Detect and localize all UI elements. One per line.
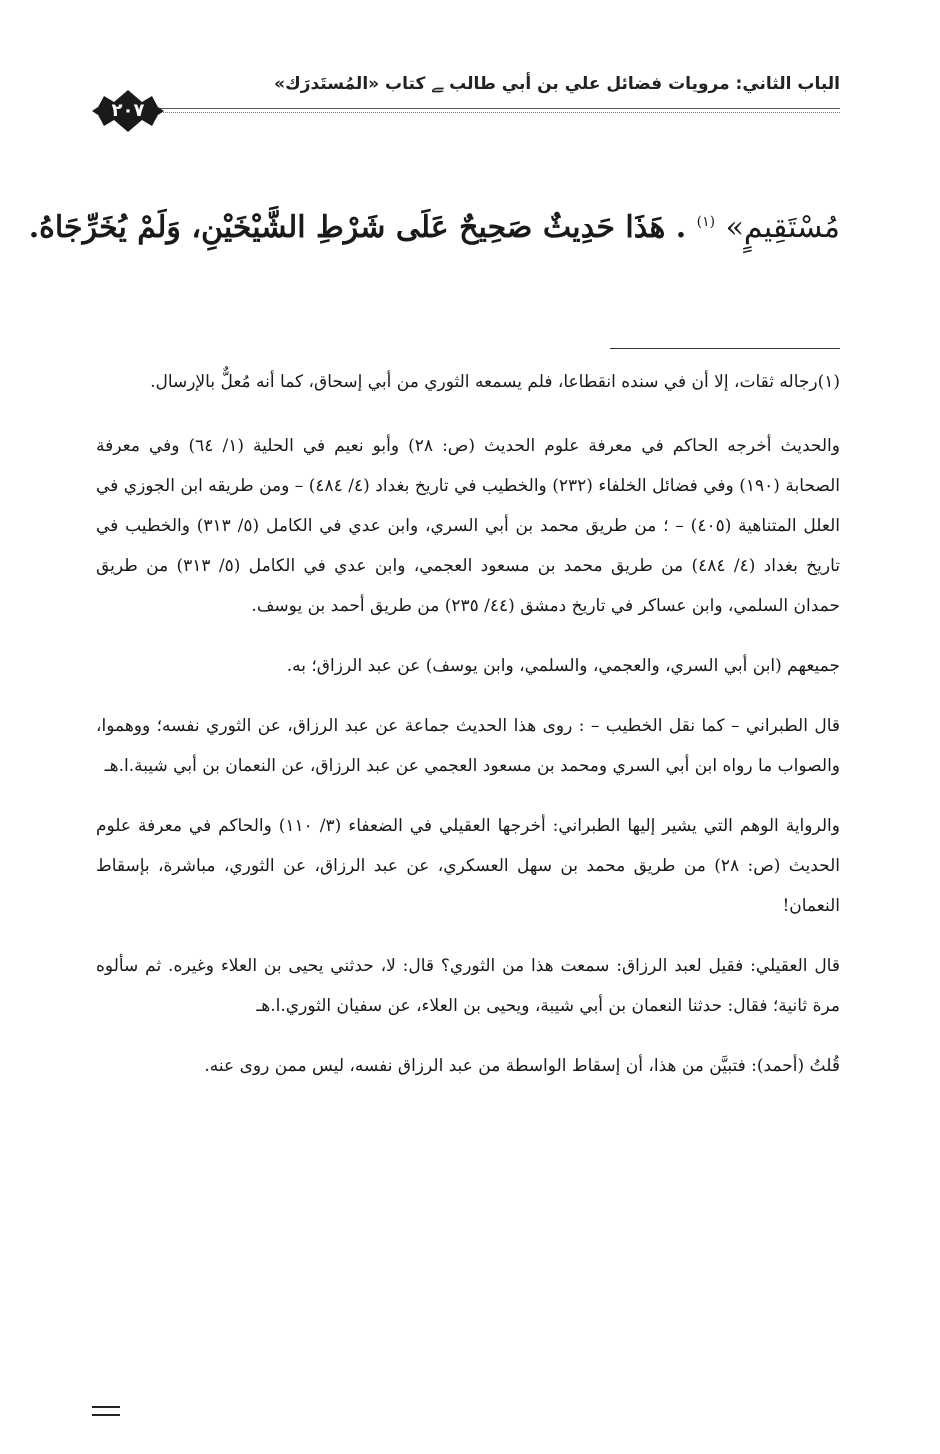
footnote-paragraph: (١)رجاله ثقات، إلا أن في سنده انقطاعا، فلم يسمعه الثوري من أبي إسحاق، كما أنه مُعلٌّ بالإرسال. [150,372,840,392]
page-number: ٢٠٧ [111,100,145,121]
header-rule [160,108,840,109]
footnote-paragraph: جميعهم (ابن أبي السري، والعجمي، والسلمي، وابن يوسف) عن عبد الرزاق؛ به. [286,656,840,676]
hadith-verdict-line [28,205,840,250]
footnote-separator [610,348,840,349]
footnote-paragraph: والرواية الوهم التي يشير إليها الطبراني: أخرجها العقيلي في الضعفاء (٣/ ١١٠) والحاكم في معرفة علوم الحديث (ص: ٢٨) من طريق محمد بن سهل العسكري، عن عبد الرزاق، عن الثوري، مباشرة، بإسقاط النعمان! [96,816,840,916]
footnote-reference: (١) [696,214,716,230]
quote-tail: مُسْتَقِيمٍ» [725,210,840,245]
page-end-mark [92,1406,120,1422]
header-rule-dotted [160,112,840,113]
footnote-paragraph: قال العقيلي: فقيل لعبد الرزاق: سمعت هذا من الثوري؟ قال: لا، حدثني يحيى بن العلاء وغيره. ثم سألوه مرة ثانية؛ فقال: حدثنا النعمان بن أبي شيبة، ويحيى بن العلاء، عن سفيان الثوري.ا.هـ [96,956,840,1016]
chapter-title: الباب الثاني: مرويات فضائل علي بن أبي طالب ﮯ كتاب «المُستَدرَك» [274,74,840,94]
verdict-text: . هَذَا حَدِيثٌ صَحِيحٌ عَلَى شَرْطِ الشَّيْخَيْنِ، وَلَمْ يُخَرِّجَاهُ. [28,210,687,245]
footnote-paragraph: قال الطبراني – كما نقل الخطيب – : روى هذا الحديث جماعة عن عبد الرزاق، عن الثوري نفسه؛ ووهموا، والصواب ما رواه ابن أبي السري ومحمد بن مسعود العجمي عن عبد الرزاق، عن النعمان بن أبي شيبة.ا.هـ [96,716,840,776]
footnotes [96,362,840,1106]
footnote-paragraph: والحديث أخرجه الحاكم في معرفة علوم الحديث (ص: ٢٨) وأبو نعيم في الحلية (١/ ٦٤) وفي معرفة الصحابة (١٩٠) وفي فضائل الخلفاء (٢٣٢) والخطيب في تاريخ بغداد (٤/ ٤٨٤) – ومن طريقه ابن الجوزي في العلل المتناهية (٤٠٥) – ؛ من طريق محمد بن أبي السري، وابن عدي في الكامل (٥/ ٣١٣) والخطيب في تاريخ بغداد (٤/ ٤٨٤) من طريق محمد بن مسعود العجمي، وابن عدي في الكامل (٥/ ٣١٣) من طريق حمدان السلمي، وابن عساكر في تاريخ دمشق (٤٤/ ٢٣٥) من طريق أحمد بن يوسف. [96,436,840,616]
page-number-badge [90,86,166,136]
running-header [90,60,840,130]
footnote-paragraph: قُلتُ (أحمد): فتبيَّن من هذا، أن إسقاط الواسطة من عبد الرزاق نفسه، ليس ممن روى عنه. [204,1056,840,1076]
